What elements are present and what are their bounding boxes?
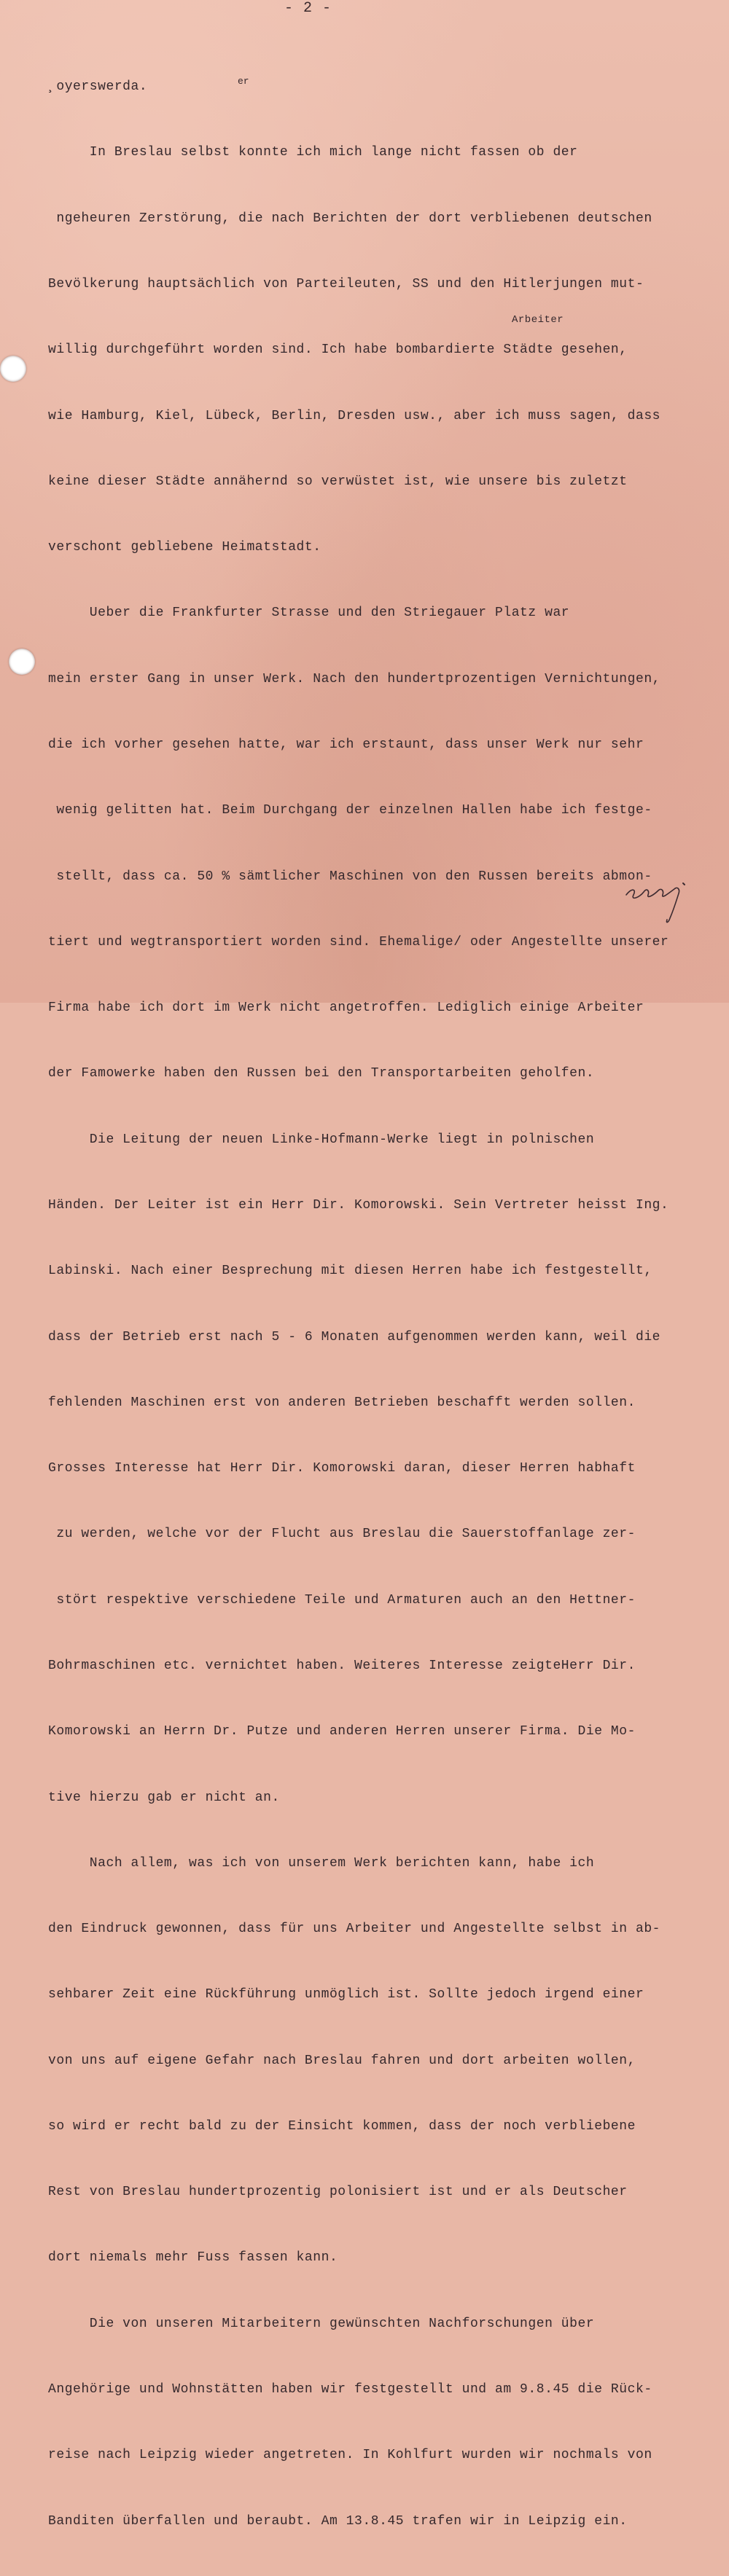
text-line: Labinski. Nach einer Besprechung mit diesen Herren habe ich festgestellt, xyxy=(48,1264,652,1279)
text-line: von uns auf eigene Gefahr nach Breslau fahren und dort arbeiten wollen, xyxy=(48,2053,636,2068)
text-line: tive hierzu gab er nicht an. xyxy=(48,1790,280,1805)
text-line: Die Leitung der neuen Linke-Hofmann-Werke liegt in polnischen xyxy=(48,1132,595,1147)
text-line: ngeheuren Zerstörung, die nach Berichten der dort verbliebenen deutschen xyxy=(48,211,652,226)
handwritten-initials-signature xyxy=(623,873,696,931)
text-line: Bevölkerung hauptsächlich von Parteileuten, SS und den Hitlerjungen mut- xyxy=(48,277,644,292)
interlinear-insert-er: er xyxy=(238,76,249,87)
text-line: die ich vorher gesehen hatte, war ich erstaunt, dass unser Werk nur sehr xyxy=(48,737,644,752)
punch-hole xyxy=(9,649,35,675)
text-line: Bohrmaschinen etc. vernichtet haben. Weiteres Interesse zeigteHerr Dir. xyxy=(48,1658,636,1673)
letter-body xyxy=(48,32,726,2576)
text-line: so wird er recht bald zu der Einsicht kommen, dass der noch verbliebene xyxy=(48,2118,636,2134)
page-number: - 2 - xyxy=(284,0,332,17)
text-line: Händen. Der Leiter ist ein Herr Dir. Komorowski. Sein Vertreter heisst Ing. xyxy=(48,1197,669,1213)
text-line: dass der Betrieb erst nach 5 - 6 Monaten aufgenommen werden kann, weil die xyxy=(48,1329,661,1344)
text-line: wenig gelitten hat. Beim Durchgang der einzelnen Hallen habe ich festge- xyxy=(48,803,652,818)
text-line: Banditen überfallen und beraubt. Am 13.8.45 trafen wir in Leipzig ein. xyxy=(48,2513,628,2529)
text-line: stört respektive verschiedene Teile und Armaturen auch an den Hettner- xyxy=(48,1592,636,1608)
text-line: fehlenden Maschinen erst von anderen Betrieben beschafft werden sollen. xyxy=(48,1395,636,1410)
punch-hole xyxy=(0,356,26,382)
text-line: verschont gebliebene Heimatstadt. xyxy=(48,540,321,555)
text-line: Firma habe ich dort im Werk nicht angetroffen. Lediglich einige Arbeiter xyxy=(48,1001,644,1016)
text-line: zu werden, welche vor der Flucht aus Breslau die Sauerstoffanlage zer- xyxy=(48,1527,636,1542)
text-line: Grosses Interesse hat Herr Dir. Komorowski daran, dieser Herren habhaft xyxy=(48,1461,636,1476)
text-line: dort niemals mehr Fuss fassen kann. xyxy=(48,2250,338,2266)
interlinear-insert-arbeiter: Arbeiter xyxy=(512,314,564,326)
text-line: ¸oyerswerda. xyxy=(48,79,148,95)
text-line: den Eindruck gewonnen, dass für uns Arbeiter und Angestellte selbst in ab- xyxy=(48,1922,661,1937)
text-line: wie Hamburg, Kiel, Lübeck, Berlin, Dresden usw., aber ich muss sagen, dass xyxy=(48,408,661,423)
text-line: mein erster Gang in unser Werk. Nach den hundertprozentigen Vernichtungen, xyxy=(48,671,661,686)
text-line: stellt, dass ca. 50 % sämtlicher Maschinen von den Russen bereits abmon- xyxy=(48,869,652,884)
text-line: Komorowski an Herrn Dr. Putze und anderen Herren unserer Firma. Die Mo- xyxy=(48,1724,636,1739)
text-line: Ueber die Frankfurter Strasse und den Striegauer Platz war xyxy=(48,606,570,621)
text-line: Nach allem, was ich von unserem Werk berichten kann, habe ich xyxy=(48,1855,595,1871)
text-line: Rest von Breslau hundertprozentig polonisiert ist und er als Deutscher xyxy=(48,2185,628,2200)
text-line: der Famowerke haben den Russen bei den Transportarbeiten geholfen. xyxy=(48,1066,595,1081)
text-line: willig durchgeführt worden sind. Ich habe bombardierte Städte gesehen, xyxy=(48,342,628,358)
text-line: Angehörige und Wohnstätten haben wir festgestellt und am 9.8.45 die Rück- xyxy=(48,2382,652,2397)
text-line: In Breslau selbst konnte ich mich lange nicht fassen ob der xyxy=(48,145,578,160)
text-line: keine dieser Städte annähernd so verwüstet ist, wie unsere bis zuletzt xyxy=(48,474,628,489)
text-line: tiert und wegtransportiert worden sind. Ehemalige/ oder Angestellte unserer xyxy=(48,934,669,950)
text-line: reise nach Leipzig wieder angetreten. In Kohlfurt wurden wir nochmals von xyxy=(48,2448,652,2463)
text-line: sehbarer Zeit eine Rückführung unmöglich ist. Sollte jedoch irgend einer xyxy=(48,1987,644,2003)
text-line: Die von unseren Mitarbeitern gewünschten Nachforschungen über xyxy=(48,2316,595,2331)
